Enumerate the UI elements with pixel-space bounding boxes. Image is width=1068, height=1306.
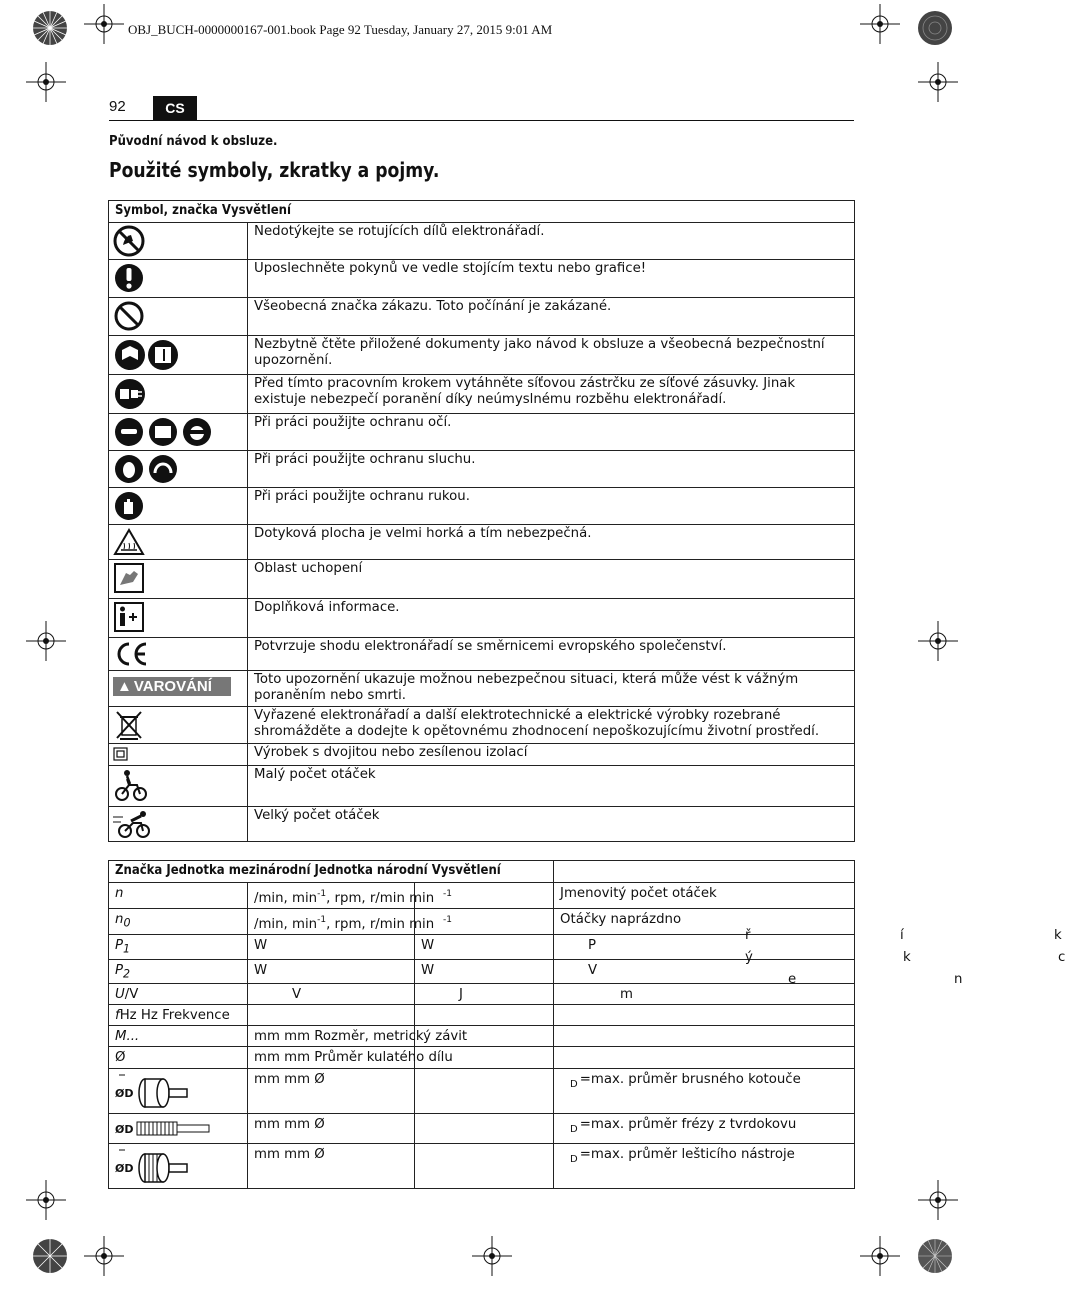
table-row: ØD mm mm Ø $_D$ =max. průměr brusného kotouče xyxy=(109,1069,855,1114)
overflow-fragment: k xyxy=(903,950,911,965)
page-title: Použité symboly, zkratky a pojmy. xyxy=(109,158,440,182)
table-row: Vyřazené elektronářadí a další elektrotechnické a elektrické výrobky rozebrané shromážděte a dodejte k opětovnému zhodnocení nepoškozujícímu životní prostředí. xyxy=(109,707,855,744)
warning-label-icon: ▲ VAROVÁNÍ xyxy=(113,677,231,696)
crosshair-mark xyxy=(918,1180,958,1220)
table-row: $P_1$ W W P xyxy=(109,935,855,960)
unplug-icon xyxy=(113,377,147,411)
page-number: 92 xyxy=(109,98,126,115)
table-row: M... mm mm Rozměr, metrický závit xyxy=(109,1026,855,1047)
mandatory-exclamation-icon xyxy=(113,262,145,294)
no-touch-rotating-icon xyxy=(113,225,145,257)
units-table xyxy=(108,860,855,1189)
registration-mark-bottom-left-circle xyxy=(30,1236,70,1276)
milling-cutter-diameter-icon xyxy=(113,1116,213,1140)
language-badge: CS xyxy=(153,96,197,120)
info-icon xyxy=(113,601,145,633)
weee-bin-icon xyxy=(113,709,145,741)
table-row: Malý počet otáček xyxy=(109,766,855,807)
low-speed-icon xyxy=(113,768,149,802)
symbols-table xyxy=(108,200,855,842)
table-row: ØD mm mm Ø $_D$ =max. průměr lešticího nástroje xyxy=(109,1144,855,1189)
overflow-fragment: ř xyxy=(745,928,751,943)
ce-mark-icon xyxy=(113,640,149,668)
svg-text:ØD: ØD xyxy=(115,1162,134,1176)
hand-protection-icon xyxy=(113,490,145,522)
crosshair-mark xyxy=(918,621,958,661)
crosshair-mark xyxy=(26,621,66,661)
registration-mark-top-left-circle xyxy=(30,8,70,48)
crosshair-mark xyxy=(860,1236,900,1276)
book-header-line: OBJ_BUCH-0000000167-001.book Page 92 Tuesday, January 27, 2015 9:01 AM xyxy=(128,22,553,37)
registration-mark-top-right-circle xyxy=(915,8,955,48)
overflow-fragment: í xyxy=(900,928,904,943)
grinding-disc-diameter-icon xyxy=(113,1071,193,1111)
overflow-fragment: k xyxy=(1054,928,1062,943)
table-row: Nedotýkejte se rotujících dílů elektronářadí. xyxy=(109,223,855,260)
prohibition-icon xyxy=(113,300,145,332)
table-row: Při práci použijte ochranu sluchu. xyxy=(109,451,855,488)
units-table-header: Značka Jednotka mezinárodní Jednotka národní Vysvětlení xyxy=(109,861,554,883)
overflow-fragment: e xyxy=(788,972,797,987)
table-row: Před tímto pracovním krokem vytáhněte síťovou zástrčku ze síťové zásuvky. Jinak existuje nebezpečí poranění díky neúmyslnému rozběhu elektronářadí. xyxy=(109,375,855,414)
table-row: Nezbytně čtěte přiložené dokumenty jako návod k obsluze a všeobecná bezpečnostní upozornění. xyxy=(109,336,855,375)
table-row: Při práci použijte ochranu očí. xyxy=(109,414,855,451)
crosshair-mark xyxy=(918,62,958,102)
table-row: ØD mm mm Ø $_D$ =max. průměr frézy z tvrdokovu xyxy=(109,1114,855,1144)
table-row: Všeobecná značka zákazu. Toto počínání je zakázané. xyxy=(109,298,855,336)
symbols-table-header: Symbol, značka Vysvětlení xyxy=(109,201,855,223)
read-manual-icon xyxy=(113,338,183,372)
table-row: Výrobek s dvojitou nebo zesílenou izolací xyxy=(109,744,855,766)
overflow-fragment: n xyxy=(954,972,963,987)
overflow-fragment: c xyxy=(1058,950,1066,965)
grip-area-icon xyxy=(113,562,145,594)
table-row: Uposlechněte pokynů ve vedle stojícím textu nebo grafice! xyxy=(109,260,855,298)
table-row: Při práci použijte ochranu rukou. xyxy=(109,488,855,525)
crosshair-mark xyxy=(84,4,124,44)
table-row: Velký počet otáček xyxy=(109,807,855,842)
crosshair-mark xyxy=(26,1180,66,1220)
table-row: Ø mm mm Průměr kulatého dílu xyxy=(109,1047,855,1069)
subtitle: Původní návod k obsluze. xyxy=(109,134,278,149)
table-row: n /min, $\min^{-1}$, rpm, r/min min $^{-1}$ Jmenovitý počet otáček xyxy=(109,883,855,909)
registration-mark-bottom-right-circle xyxy=(915,1236,955,1276)
svg-text:ØD: ØD xyxy=(115,1123,134,1137)
table-row: Oblast uchopení xyxy=(109,560,855,599)
table-row: $n_0$ /min, $\min^{-1}$, rpm, r/min min $^{-1}$ Otáčky naprázdno xyxy=(109,909,855,935)
crosshair-mark xyxy=(26,62,66,102)
polishing-tool-diameter-icon xyxy=(113,1146,193,1186)
high-speed-icon xyxy=(113,809,153,839)
table-row: $P_2$ W W V xyxy=(109,959,855,984)
crosshair-mark xyxy=(860,4,900,44)
crosshair-mark xyxy=(472,1236,512,1276)
hearing-protection-icon xyxy=(113,453,183,485)
table-row: Dotyková plocha je velmi horká a tím nebezpečná. xyxy=(109,525,855,560)
svg-text:ØD: ØD xyxy=(115,1087,134,1101)
table-row: fHz Hz Frekvence xyxy=(109,1005,855,1026)
double-insulation-icon xyxy=(113,747,129,761)
table-row: U/V V J m xyxy=(109,984,855,1005)
crosshair-mark xyxy=(84,1236,124,1276)
table-row: Doplňková informace. xyxy=(109,599,855,638)
table-row: ▲ VAROVÁNÍ Toto upozornění ukazuje možnou nebezpečnou situaci, která může vést k vážným poraněním nebo smrti. xyxy=(109,671,855,707)
eye-protection-icon xyxy=(113,416,217,448)
table-row: Potvrzuje shodu elektronářadí se směrnicemi evropského společenství. xyxy=(109,638,855,671)
overflow-fragment: ý xyxy=(745,950,753,965)
hot-surface-warning-icon xyxy=(113,527,145,557)
header-rule xyxy=(109,120,854,121)
